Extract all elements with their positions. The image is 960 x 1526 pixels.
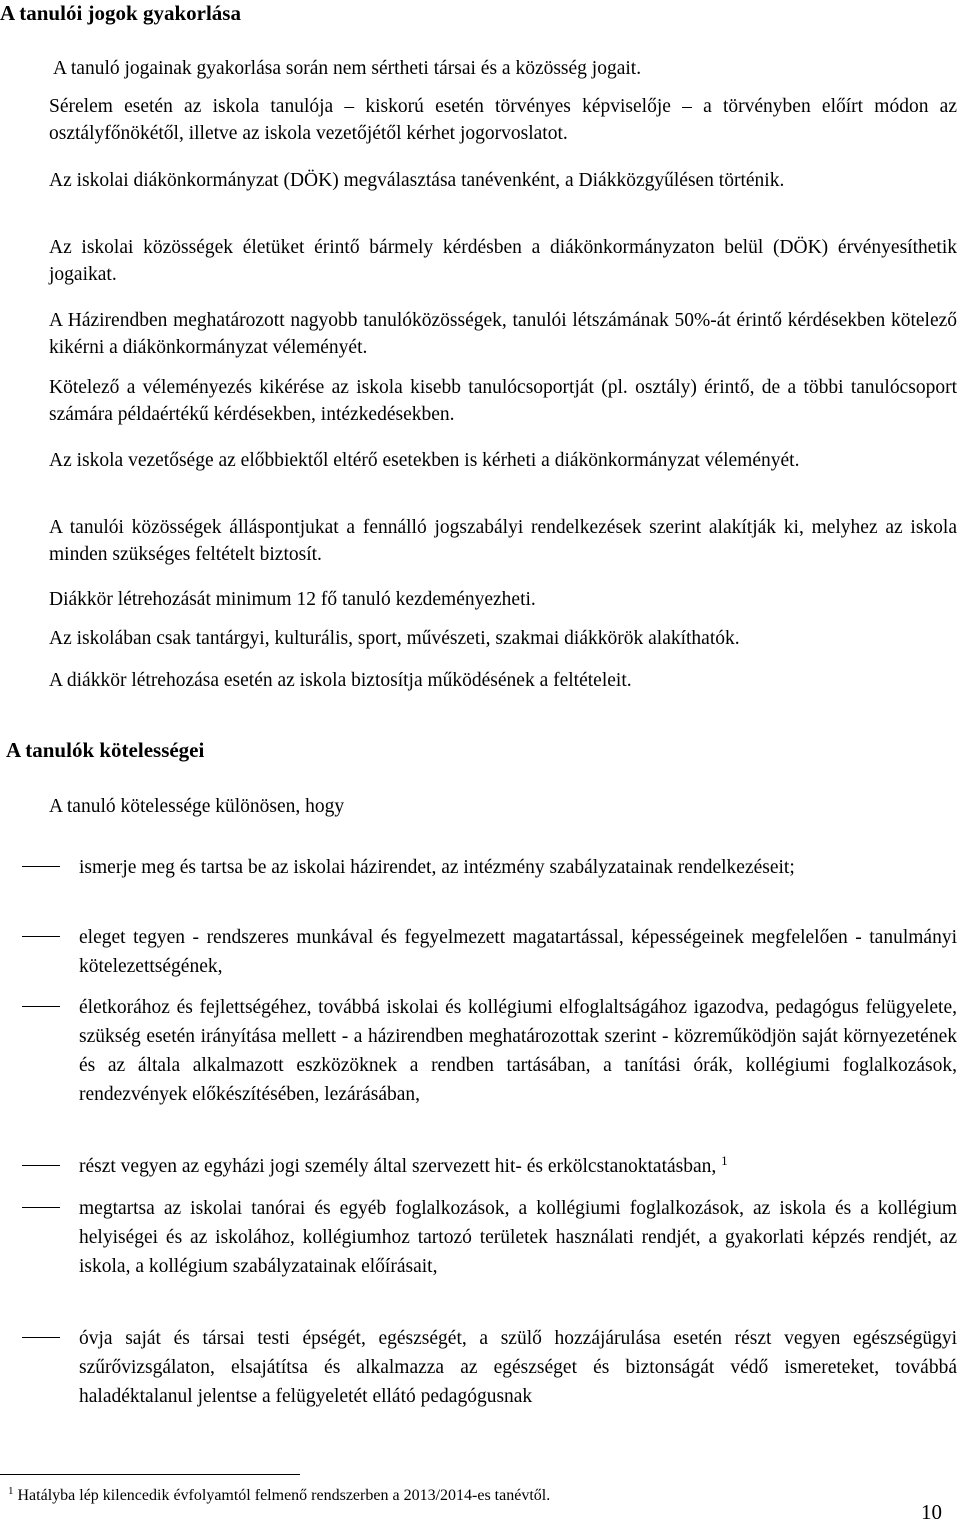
dash-bullet [22, 1006, 60, 1007]
rights-paragraph-6: Kötelező a véleményezés kikérése az iskola kisebb tanulócsoportját (pl. osztály) érintő, de a többi tanulócsoport számára példaértékű kérdésekben, intézkedésekben. [49, 377, 957, 425]
duty-item-text: eleget tegyen - rendszeres munkával és fegyelmezett magatartással, képességeinek megfelelően - tanulmányi kötelezettségének, [79, 927, 957, 977]
duty-item-text [79, 1152, 957, 1181]
rights-paragraph-4: Az iskolai közösségek életüket érintő bármely kérdésben a diákönkormányzaton belül (DÖK) érvényesíthetik jogaikat. [49, 237, 957, 285]
dash-bullet [22, 1207, 60, 1208]
footnote-separator [0, 1474, 300, 1475]
duty-item-4-text: részt vegyen az egyházi jogi személy által szervezett hit- és erkölcstanoktatásban, [79, 1156, 717, 1177]
duty-item-text: megtartsa az iskolai tanórai és egyéb foglalkozások, a kollégiumi foglalkozások, az iskola és a kollégium helyiségei és az iskolához, kollégiumhoz tartozó területek használati rendjét, a gyakorlati képzés rendjét, az iskola, a kollégium szabályzatainak előírásait, [79, 1198, 957, 1277]
dash-bullet [22, 1337, 60, 1338]
rights-paragraph-11: A diákkör létrehozása esetén az iskola biztosítja működésének a feltételeit. [49, 670, 632, 691]
footnote-text: Hatályba lép kilencedik évfolyamtól felmenő rendszerben a 2013/2014-es tanévtől. [17, 1487, 551, 1504]
duty-item-text: életkorához és fejlettségéhez, továbbá iskolai és kollégiumi elfoglaltságához igazodva, pedagógus felügyelete, szükség esetén irányítása mellett - a házirendben meghatározottak szerint - közreműködjön saját környezetének és az általa alkalmazott eszközöknek a rendben tartásában, a tanítási órák, kollégiumi foglalkozások, rendezvények előkészítésében, lezárásában, [79, 997, 957, 1105]
page-number: 10 [921, 1500, 942, 1524]
rights-paragraph-3: Az iskolai diákönkormányzat (DÖK) megválasztása tanévenként, a Diákközgyűlésen történik. [49, 170, 785, 191]
rights-paragraph-5: A Házirendben meghatározott nagyobb tanulóközösségek, tanulói létszámának 50%-át érintő kérdésekben kötelező kikérni a diákönkormányzat véleményét. [49, 310, 957, 358]
duties-heading: A tanulók kötelességei [6, 738, 205, 762]
rights-paragraph-2: Sérelem esetén az iskola tanulója – kiskorú esetén törvényes képviselője – a törvényben előírt módon az osztályfőnökétől, illetve az iskola vezetőjétől kérhet jogorvoslatot. [49, 96, 957, 144]
dash-bullet [22, 936, 60, 937]
dash-bullet [22, 866, 60, 867]
footnote-marker: 1 [8, 1485, 14, 1497]
duty-item-text: óvja saját és társai testi épségét, egészségét, a szülő hozzájárulása esetén részt vegyen egészségügyi szűrővizsgálaton, elsajátítsa és alkalmazza az egészséget és biztonságát védő ismereteket, továbbá haladéktalanul jelentse a felügyeletét ellátó pedagógusnak [79, 1328, 957, 1407]
footnote [8, 1487, 550, 1505]
footnote-reference: 1 [721, 1153, 728, 1168]
rights-paragraph-8: A tanulói közösségek álláspontjukat a fennálló jogszabályi rendelkezések szerint alakítják ki, melyhez az iskola minden szükséges feltételt biztosít. [49, 517, 957, 565]
duties-intro: A tanuló kötelessége különösen, hogy [49, 796, 345, 817]
rights-heading: A tanulói jogok gyakorlása [0, 1, 241, 25]
rights-paragraph-10: Az iskolában csak tantárgyi, kulturális, sport, művészeti, szakmai diákkörök alakíthatók. [49, 628, 740, 649]
dash-bullet [22, 1165, 60, 1166]
rights-paragraph-7: Az iskola vezetősége az előbbiektől eltérő esetekben is kérheti a diákönkormányzat véleményét. [49, 450, 800, 471]
duty-item-text: ismerje meg és tartsa be az iskolai házirendet, az intézmény szabályzatainak rendelkezéseit; [79, 857, 795, 878]
rights-paragraph-1: A tanuló jogainak gyakorlása során nem sértheti társai és a közösség jogait. [53, 58, 642, 79]
rights-paragraph-9: Diákkör létrehozását minimum 12 fő tanuló kezdeményezheti. [49, 589, 536, 610]
